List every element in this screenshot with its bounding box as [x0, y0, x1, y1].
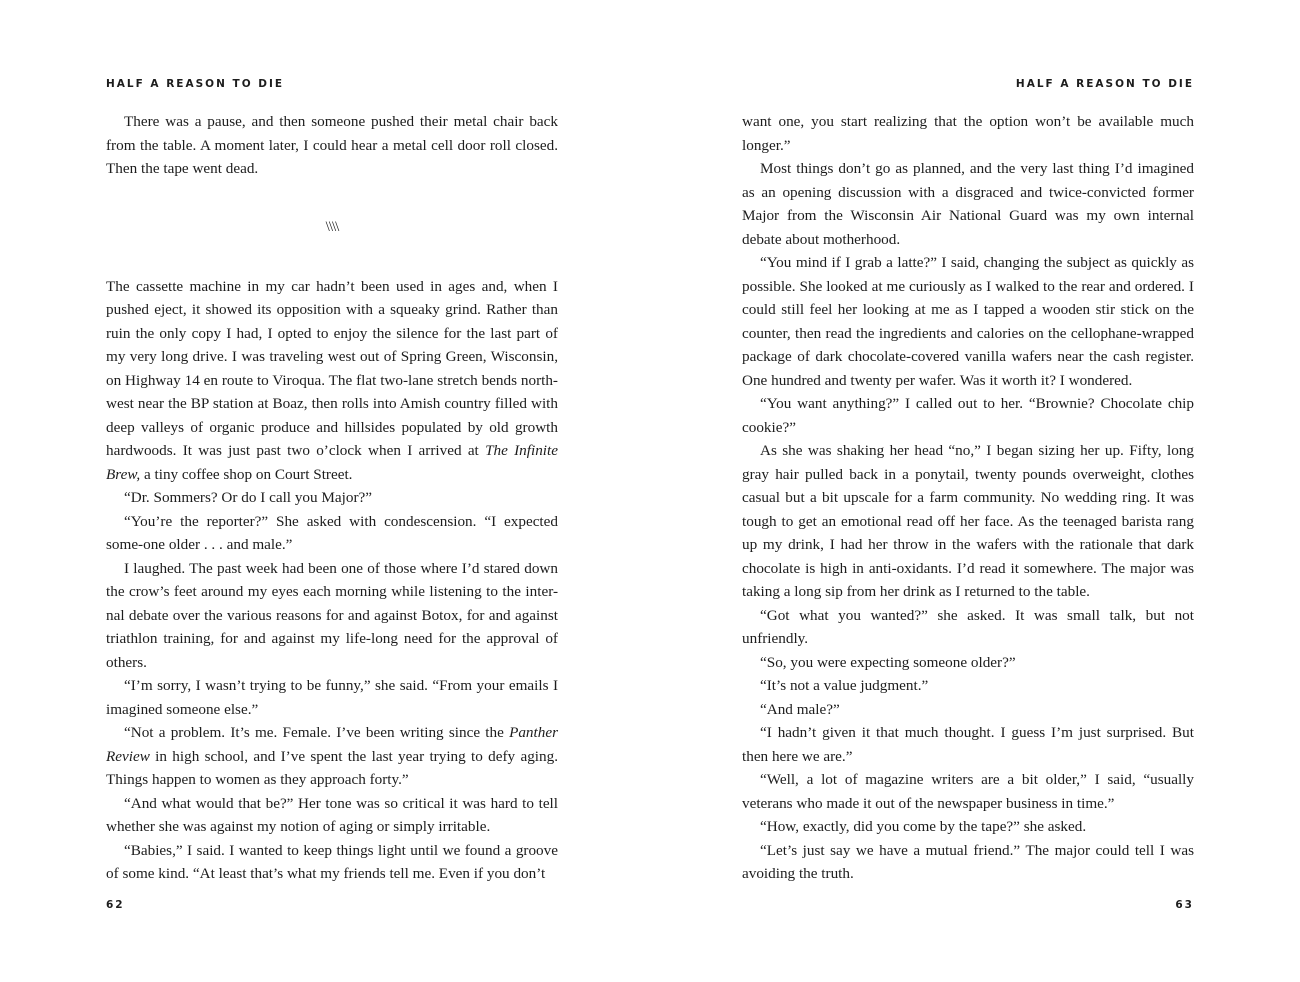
paragraph: “Dr. Sommers? Or do I call you Major?”: [124, 489, 372, 506]
paragraph: [106, 721, 558, 792]
left-running-head: HALF A REASON TO DIE: [106, 78, 285, 90]
paragraph: There was a pause, and then someone pushed their metal chair back from the table. A moment later, I could hear a metal cell door roll closed. Then the tape went dead.: [106, 113, 558, 177]
paragraph: [106, 275, 558, 487]
paragraph: “And male?”: [760, 700, 840, 718]
paragraph: I laughed. The past week had been one of those where I’d stared down the crow’s feet around my eyes each morning while listening to the inter-nal debate over the various reasons for and against Botox, for and against triathlon training, for and against my life-long need for the approval of others.: [106, 559, 558, 671]
paragraph: “So, you were expecting someone older?”: [760, 653, 1016, 671]
paragraph: want one, you start realizing that the option won’t be available much longer.”: [742, 113, 1194, 154]
paragraph-text: in high school, and I’ve spent the last year trying to defy aging. Things happen to women as they approach forty.”: [106, 747, 558, 788]
paragraph: “Got what you wanted?” she asked. It was small talk, but not unfriendly.: [742, 606, 1194, 647]
italic-title-text: Panther Review: [106, 724, 558, 765]
scene-break-ornament: \\\\: [325, 218, 339, 235]
paragraph: “How, exactly, did you come by the tape?” she asked.: [760, 818, 1087, 835]
paragraph: Most things don’t go as planned, and the very last thing I’d imagined as an opening discussion with a disgraced and twice-convicted former Major from the Wisconsin Air National Guard was my own internal debate about motherhood.: [742, 160, 1194, 248]
paragraph: “I hadn’t given it that much thought. I guess I’m just surprised. But then here we are.”: [742, 724, 1194, 765]
right-page-number: 63: [1175, 899, 1194, 911]
left-page-number: 62: [106, 899, 125, 911]
left-body-text: [106, 110, 558, 886]
paragraph: “I’m sorry, I wasn’t trying to be funny,” she said. “From your emails I imagined someone else.”: [106, 677, 558, 718]
paragraph-text: “Not a problem. It’s me. Female. I’ve been writing since the: [124, 724, 510, 741]
paragraph: “You mind if I grab a latte?” I said, changing the subject as quickly as possible. She looked at me curiously as I walked to the rear and ordered. I could still feel her looking at me as I tapped a wooden stir stick on the counter, then read the ingredients and calories on the cellophane-wrapped package of dark chocolate-covered vanilla wafers near the cash register. One hundred and twenty per wafer. Was it worth it? I wondered.: [742, 254, 1194, 389]
right-page: [742, 0, 1194, 982]
paragraph: “Well, a lot of magazine writers are a bit older,” I said, “usually veterans who made it out of the newspaper business in time.”: [742, 771, 1194, 812]
italic-title-text: The Infinite Brew,: [106, 442, 558, 483]
paragraph: “And what would that be?” Her tone was so critical it was hard to tell whether she was against my notion of aging or simply irritable.: [106, 794, 558, 835]
right-running-head: HALF A REASON TO DIE: [1015, 78, 1194, 90]
paragraph: “You want anything?” I called out to her. “Brownie? Chocolate chip cookie?”: [742, 395, 1194, 436]
paragraph: “It’s not a value judgment.”: [760, 677, 929, 694]
paragraph-text: The cassette machine in my car hadn’t been used in ages and, when I pushed eject, it showed its opposition with a squeaky grind. Rather than ruin the only copy I had, I opted to enjoy the silence for the last part of my very long drive. I was traveling west out of Spring Green, Wisconsin, on Highway 14 en route to Viroqua. The flat two-lane stretch bends north-west near the BP station at Boaz, then rolls into Amish country filled with deep valleys of organic produce and hillsides populated by old growth hardwoods. It was just past two o’clock when I arrived at: [106, 277, 558, 459]
paragraph: “Let’s just say we have a mutual friend.” The major could tell I was avoiding the truth.: [742, 841, 1194, 882]
right-body-text: [742, 110, 1194, 886]
paragraph: “Babies,” I said. I wanted to keep things light until we found a groove of some kind. “At least that’s what my friends tell me. Even if you don’t: [106, 841, 558, 882]
paragraph: “You’re the reporter?” She asked with condescension. “I expected some-one older . . . and male.”: [106, 512, 558, 553]
paragraph: As she was shaking her head “no,” I began sizing her up. Fifty, long gray hair pulled back in a ponytail, twenty pounds overweight, clothes casual but a bit upscale for a farm community. No wedding ring. It was tough to get an emotional read off her face. As the teenaged barista rang up my drink, I had her throw in the wafers with the rationale that dark chocolate is high in anti-oxidants. I’d read it somewhere. The major was taking a long sip from her drink as I returned to the table.: [742, 442, 1194, 600]
left-page: [106, 0, 558, 982]
paragraph-text: a tiny coffee shop on Court Street.: [140, 465, 353, 483]
